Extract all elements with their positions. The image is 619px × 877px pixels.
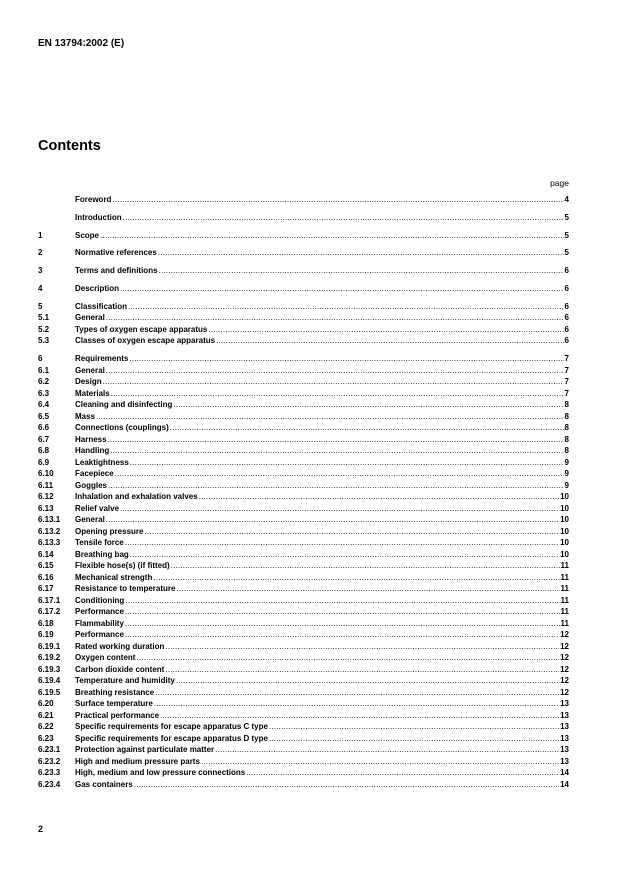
toc-leader-dots [171,560,560,572]
toc-entry[interactable] [38,572,569,584]
toc-entry-title: Practical performance [75,710,160,720]
toc-entry-title: High, medium and low pressure connections [75,768,246,778]
toc-entry-page: 11 [560,595,569,605]
toc-entry-number: 6.9 [38,457,50,467]
toc-entry-title: Introduction [75,212,122,222]
toc-entry-page: 13 [560,756,569,766]
toc-entry-page: 5 [564,230,569,240]
toc-entry[interactable] [38,399,569,411]
toc-entry-title: Breathing resistance [75,687,155,697]
toc-entry-title: Oxygen content [75,653,136,663]
toc-entry-page: 12 [560,676,569,686]
toc-entry-number: 6.21 [38,710,54,720]
toc-entry-title: Rated working duration [75,641,165,651]
toc-entry-title: General [75,365,105,375]
toc-entry[interactable] [38,230,569,242]
toc-entry[interactable] [38,265,569,277]
toc-leader-dots [216,335,563,347]
toc-entry-title: Foreword [75,195,112,204]
toc-entry-title: Conditioning [75,595,125,605]
toc-leader-dots [120,503,559,515]
toc-entry-page: 9 [564,457,569,467]
toc-entry-title: High and medium pressure parts [75,756,200,766]
toc-leader-dots [110,445,563,457]
toc-entry-page: 10 [560,549,569,559]
toc-leader-dots [134,779,559,791]
toc-leader-dots [130,549,559,561]
toc-leader-dots [170,422,564,434]
toc-entry-page: 10 [560,526,569,536]
toc-entry-page: 4 [564,195,569,204]
table-of-contents [38,194,569,790]
toc-leader-dots [120,283,564,295]
toc-entry[interactable] [38,744,569,756]
toc-entry-number: 2 [38,248,43,258]
toc-leader-dots [144,526,559,538]
toc-entry[interactable] [38,549,569,561]
toc-entry-number: 6.12 [38,492,54,502]
toc-entry-number: 5.2 [38,324,50,334]
toc-leader-dots [106,514,559,526]
toc-entry-page: 6 [564,336,569,346]
toc-leader-dots [165,664,559,676]
toc-entry-number: 6.13.3 [38,538,61,548]
toc-entry[interactable] [38,212,569,224]
toc-entry-number: 6.19 [38,630,54,640]
toc-entry-page: 9 [564,469,569,479]
toc-entry-title: Classes of oxygen escape apparatus [75,336,216,346]
toc-leader-dots [100,230,564,242]
toc-entry-page: 10 [560,515,569,525]
toc-entry[interactable] [38,526,569,538]
toc-entry-number: 1 [38,230,43,240]
toc-entry-page: 8 [564,400,569,410]
toc-entry-number: 6.7 [38,434,50,444]
toc-entry-page: 7 [564,377,569,387]
toc-entry[interactable] [38,445,569,457]
toc-entry-page: 6 [564,313,569,323]
toc-entry[interactable] [38,675,569,687]
toc-leader-dots [246,767,559,779]
toc-entry-number: 6.23 [38,733,54,743]
toc-entry-title: Relief valve [75,503,120,513]
toc-entry-number: 6.17.1 [38,595,61,605]
toc-entry-title: Materials [75,388,110,398]
toc-leader-dots [215,744,559,756]
toc-entry-title: Opening pressure [75,526,144,536]
toc-entry[interactable] [38,756,569,768]
toc-entry-title: Cleaning and disinfecting [75,400,173,410]
toc-entry-title: Temperature and humidity [75,676,175,686]
toc-leader-dots [176,583,559,595]
toc-entry-title: Goggles [75,480,108,490]
toc-entry-title: Design [75,377,102,387]
toc-leader-dots [125,595,559,607]
toc-leader-dots [106,312,564,324]
toc-leader-dots [130,457,564,469]
toc-entry-title: Types of oxygen escape apparatus [75,324,208,334]
toc-entry-page: 14 [560,768,569,778]
toc-entry-title: Classification [75,301,128,311]
toc-leader-dots [125,606,560,618]
toc-entry-page: 10 [560,503,569,513]
toc-entry-page: 10 [560,492,569,502]
toc-entry[interactable] [38,583,569,595]
toc-entry[interactable] [38,652,569,664]
toc-entry-title: Mass [75,411,96,421]
toc-entry[interactable] [38,283,569,295]
toc-entry-number: 6.5 [38,411,50,421]
toc-entry-number: 6.19.4 [38,676,61,686]
toc-leader-dots [115,468,564,480]
toc-leader-dots [125,618,560,630]
toc-entry-number: 6.23.3 [38,768,61,778]
toc-entry-number: 6.2 [38,377,50,387]
toc-entry[interactable] [38,353,569,365]
toc-entry-page: 8 [564,446,569,456]
toc-entry[interactable] [38,503,569,515]
toc-leader-dots [173,399,563,411]
page-title: Contents [38,138,101,154]
toc-entry-number: 6.23.2 [38,756,61,766]
toc-entry-title: Mechanical strength [75,572,153,582]
toc-entry-title: Terms and definitions [75,266,158,276]
toc-entry-title: Description [75,283,120,293]
toc-entry[interactable] [38,194,569,206]
toc-entry[interactable] [38,376,569,388]
toc-entry-page: 13 [560,733,569,743]
toc-entry-page: 7 [564,388,569,398]
toc-entry-page: 10 [560,538,569,548]
toc-entry-page: 12 [560,687,569,697]
toc-leader-dots [123,212,564,224]
toc-entry[interactable] [38,595,569,607]
toc-entry-page: 12 [560,664,569,674]
toc-leader-dots [153,572,559,584]
toc-entry-number: 6.18 [38,618,54,628]
toc-entry[interactable] [38,312,569,324]
toc-entry-title: Specific requirements for escape apparatus D type [75,733,268,743]
toc-leader-dots [165,641,559,653]
toc-entry-title: Flammability [75,618,124,628]
toc-leader-dots [269,733,559,745]
toc-entry-number: 6.10 [38,469,54,479]
toc-leader-dots [108,434,564,446]
toc-entry[interactable] [38,457,569,469]
toc-entry-page: 6 [564,324,569,334]
toc-entry-number: 6.16 [38,572,54,582]
toc-entry-number: 6.1 [38,365,50,375]
toc-entry-page: 11 [560,561,569,571]
toc-entry-title: Performance [75,630,124,640]
toc-entry-page: 8 [564,423,569,433]
toc-entry-number: 6.23.1 [38,745,61,755]
toc-entry-title: Performance [75,607,124,617]
document-header: EN 13794:2002 (E) [38,38,125,49]
toc-leader-dots [106,365,564,377]
toc-entry[interactable] [38,606,569,618]
toc-entry[interactable] [38,411,569,423]
toc-entry-title: Breathing bag [75,549,129,559]
toc-entry[interactable] [38,779,569,791]
toc-entry-title: Handling [75,446,110,456]
toc-entry[interactable] [38,733,569,745]
toc-entry-page: 12 [560,641,569,651]
toc-entry[interactable] [38,629,569,641]
toc-leader-dots [129,353,563,365]
toc-entry-number: 6 [38,354,43,364]
toc-entry-page: 14 [560,779,569,789]
toc-entry[interactable] [38,388,569,400]
toc-entry[interactable] [38,491,569,503]
toc-leader-dots [125,629,559,641]
toc-entry[interactable] [38,301,569,313]
toc-entry-number: 6.23.4 [38,779,61,789]
toc-entry-page: 11 [560,618,569,628]
toc-entry[interactable] [38,434,569,446]
toc-entry-page: 6 [564,266,569,276]
toc-leader-dots [125,537,559,549]
toc-entry-number: 6.19.3 [38,664,61,674]
toc-entry[interactable] [38,698,569,710]
toc-entry-number: 6.19.2 [38,653,61,663]
page-column-label: page [550,178,569,188]
toc-entry-title: Normative references [75,248,157,258]
toc-entry-number: 6.19.5 [38,687,61,697]
toc-entry-title: Carbon dioxide content [75,664,165,674]
toc-entry-title: Specific requirements for escape apparatus C type [75,722,268,732]
toc-leader-dots [96,411,564,423]
toc-entry[interactable] [38,422,569,434]
toc-entry-page: 11 [560,607,569,617]
toc-entry[interactable] [38,468,569,480]
toc-entry-number: 6.17 [38,584,54,594]
toc-leader-dots [108,480,564,492]
toc-entry-page: 13 [560,699,569,709]
toc-entry[interactable] [38,721,569,733]
toc-entry[interactable] [38,687,569,699]
toc-entry-title: Scope [75,230,100,240]
toc-leader-dots [155,687,559,699]
toc-leader-dots [136,652,559,664]
toc-entry-number: 6.22 [38,722,54,732]
toc-entry-page: 11 [560,572,569,582]
toc-entry-number: 4 [38,283,43,293]
toc-entry-page: 12 [560,630,569,640]
page-number: 2 [38,824,44,834]
toc-entry[interactable] [38,664,569,676]
toc-entry-number: 5.1 [38,313,50,323]
toc-entry-title: Tensile force [75,538,124,548]
toc-entry[interactable] [38,480,569,492]
toc-entry-number: 6.3 [38,388,50,398]
toc-entry-number: 6.19.1 [38,641,61,651]
toc-leader-dots [208,324,563,336]
toc-entry-page: 13 [560,745,569,755]
toc-entry-title: General [75,515,105,525]
toc-entry-number: 6.4 [38,400,50,410]
toc-entry[interactable] [38,537,569,549]
toc-leader-dots [112,194,563,206]
toc-entry-title: Resistance to temperature [75,584,176,594]
toc-entry-page: 6 [564,283,569,293]
toc-entry-number: 3 [38,266,43,276]
toc-entry-title: Inhalation and exhalation valves [75,492,198,502]
toc-entry-title: General [75,313,105,323]
toc-entry-title: Protection against particulate matter [75,745,215,755]
toc-leader-dots [160,710,559,722]
toc-entry[interactable] [38,618,569,630]
toc-entry-page: 7 [564,354,569,364]
toc-entry-title: Flexible hose(s) (if fitted) [75,561,170,571]
toc-entry-title: Gas containers [75,779,133,789]
toc-entry[interactable] [38,365,569,377]
toc-entry-title: Facepiece [75,469,114,479]
toc-entry-title: Connections (couplings) [75,423,169,433]
toc-entry-number: 6.8 [38,446,50,456]
toc-leader-dots [269,721,559,733]
toc-entry-number: 6.17.2 [38,607,61,617]
toc-leader-dots [111,388,564,400]
toc-entry-page: 12 [560,653,569,663]
toc-entry-number: 6.11 [38,480,54,490]
toc-entry-page: 13 [560,722,569,732]
toc-entry-title: Requirements [75,354,129,364]
toc-entry-number: 5.3 [38,336,50,346]
toc-entry-page: 8 [564,434,569,444]
toc-entry[interactable] [38,560,569,572]
toc-leader-dots [176,675,559,687]
toc-leader-dots [154,698,559,710]
toc-entry[interactable] [38,247,569,259]
toc-entry-title: Harness [75,434,107,444]
toc-entry-page: 7 [564,365,569,375]
toc-leader-dots [201,756,559,768]
toc-entry[interactable] [38,710,569,722]
toc-entry-page: 6 [564,301,569,311]
toc-entry-number: 6.20 [38,699,54,709]
toc-entry-number: 6.14 [38,549,54,559]
toc-entry-number: 6.13.2 [38,526,61,536]
toc-entry-page: 5 [564,212,569,222]
toc-leader-dots [159,265,564,277]
toc-leader-dots [199,491,559,503]
toc-entry[interactable] [38,324,569,336]
toc-entry-page: 13 [560,710,569,720]
toc-entry[interactable] [38,767,569,779]
toc-entry[interactable] [38,335,569,347]
toc-leader-dots [103,376,564,388]
toc-entry-number: 6.13 [38,503,54,513]
toc-entry-page: 5 [564,248,569,258]
toc-leader-dots [158,247,564,259]
toc-entry-page: 11 [560,584,569,594]
toc-entry[interactable] [38,514,569,526]
toc-entry-page: 9 [564,480,569,490]
toc-entry-number: 5 [38,301,43,311]
toc-entry-title: Leaktightness [75,457,129,467]
toc-entry-number: 6.13.1 [38,515,61,525]
toc-leader-dots [128,301,564,313]
toc-entry-title: Surface temperature [75,699,153,709]
toc-entry-number: 6.6 [38,423,50,433]
toc-entry[interactable] [38,641,569,653]
toc-entry-page: 8 [564,411,569,421]
toc-entry-number: 6.15 [38,561,54,571]
